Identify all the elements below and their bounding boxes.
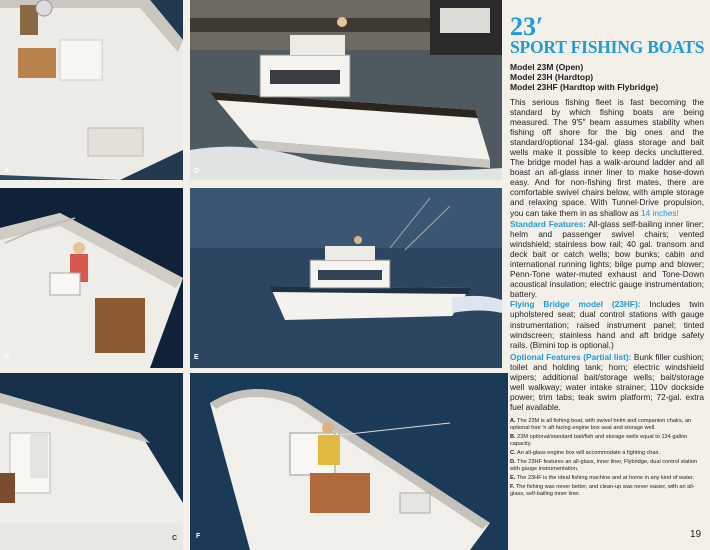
page-title: SPORT FISHING BOATS: [510, 37, 705, 57]
caption-c: [510, 450, 704, 457]
boat-size-heading: 23′: [510, 12, 544, 41]
caption-b: [510, 434, 704, 448]
caption-d: [510, 459, 704, 473]
intro-paragraph: [510, 97, 704, 218]
photo-e-label: E: [194, 354, 199, 361]
caption-e: [510, 475, 704, 482]
photo-f-label: F: [196, 533, 201, 540]
caption-d-key: D.: [510, 459, 516, 466]
model-list: [510, 62, 704, 92]
standard-features-heading: Standard Features:: [510, 218, 587, 229]
photo-d-label: D: [194, 168, 200, 175]
caption-a: [510, 418, 704, 432]
photo-c-image: [0, 373, 183, 550]
photo-d-image: [190, 0, 502, 180]
caption-a-text: The 23M is all fishing boat, with swivel helm and companion chairs, an optional fore 'n aft facing engine box seat and storage well.: [510, 418, 692, 432]
standard-features: [510, 219, 704, 300]
flybridge-features: [510, 299, 704, 349]
optional-features: [510, 352, 704, 413]
photo-b-label: B: [4, 354, 10, 361]
caption-b-key: B.: [510, 434, 516, 441]
caption-b-text: 23M optional/standard bait/fish and storage wells equal to 134 gallon capacity.: [510, 434, 688, 448]
photo-c-label: C: [172, 535, 178, 542]
caption-c-key: C.: [510, 450, 516, 457]
caption-e-key: E.: [510, 475, 516, 482]
photo-a-image: [0, 0, 183, 180]
flybridge-text: Includes twin upholstered seat; dual control stations with gauge instrumentation; raised instrument panel; tinted windscreen; stainless hand and aft bridge safety rails. (Bimini top is optional.): [510, 299, 704, 350]
flybridge-heading: Flying Bridge model (23HF):: [510, 299, 641, 310]
photo-f: [190, 373, 508, 550]
caption-f-key: F.: [510, 484, 515, 491]
optional-features-text: Bunk filler cushion; toilet and holding tank; horn; electric windshield wipers; additional bait/storage wells; bait/storage well walkway; water intake strainer; 110v dockside power; trim tabs; teak swim platform; 72-gal. extra fuel available.: [510, 351, 704, 413]
photo-e-image: [190, 188, 502, 368]
caption-d-text: The 23HF features an all-glass, inner liner, Flybridge, dual control station with gauge instrumentation.: [510, 459, 698, 473]
model-23hf: Model 23HF (Hardtop with Flybridge): [510, 81, 659, 92]
photo-b-image: [0, 188, 183, 368]
page-number: 19: [690, 529, 702, 540]
model-23m: Model 23M (Open): [510, 61, 584, 72]
text-column: [510, 14, 704, 500]
photo-a-label: A: [4, 168, 10, 175]
model-23h: Model 23H (Hardtop): [510, 71, 594, 82]
standard-features-text: All-glass self-bailing inner liner; helm and passenger swivel chairs; vented windshield; stainless bow rail; 40 gal. transom and deck bait or catch wells; bow bunks; cabin and international running lights; bilge pump and blower; Penn-Tone water-muted exhaust and Tone-Down acoustical insulation; electric gauge instrumentation; battery.: [510, 218, 704, 300]
photo-c: [0, 373, 183, 550]
caption-c-text: An all-glass engine box will accommodate a fighting chair.: [516, 450, 660, 457]
optional-features-heading: Optional Features (Partial list):: [510, 351, 632, 362]
caption-f: [510, 484, 704, 498]
photo-f-image: [190, 373, 508, 550]
caption-e-text: The 23HF is the ideal fishing machine and at home in any kind of water.: [516, 475, 694, 482]
caption-f-text: The fishing was never better, and clean-up was never easier, with an all-glass, self-bailing inner liner.: [510, 484, 695, 498]
photo-d: [190, 0, 502, 180]
photo-e: [190, 188, 502, 368]
photo-captions: [510, 418, 704, 498]
photo-b: [0, 188, 183, 368]
intro-text: This serious fishing fleet is fast becoming the standard by which fishing boats are being measured. The 9′5″ beam assumes stability when fishing off shore for the big ones and the standard/optional 134-gal. glass storage and bait wells make it possible to keep decks uncluttered. The bridge model has a walk-around ladder and all boast an all-glass inner liner to make hose-down easy. And for non-fishing first mates, there are comfortable swivel chairs below, with ample storage and relaxing space. With Tunnel-Drive propulsion, you can take them in as shallow as: [510, 96, 704, 218]
intro-highlight: 14 inches!: [640, 207, 679, 218]
caption-a-key: A.: [510, 418, 516, 425]
photo-a: [0, 0, 183, 180]
